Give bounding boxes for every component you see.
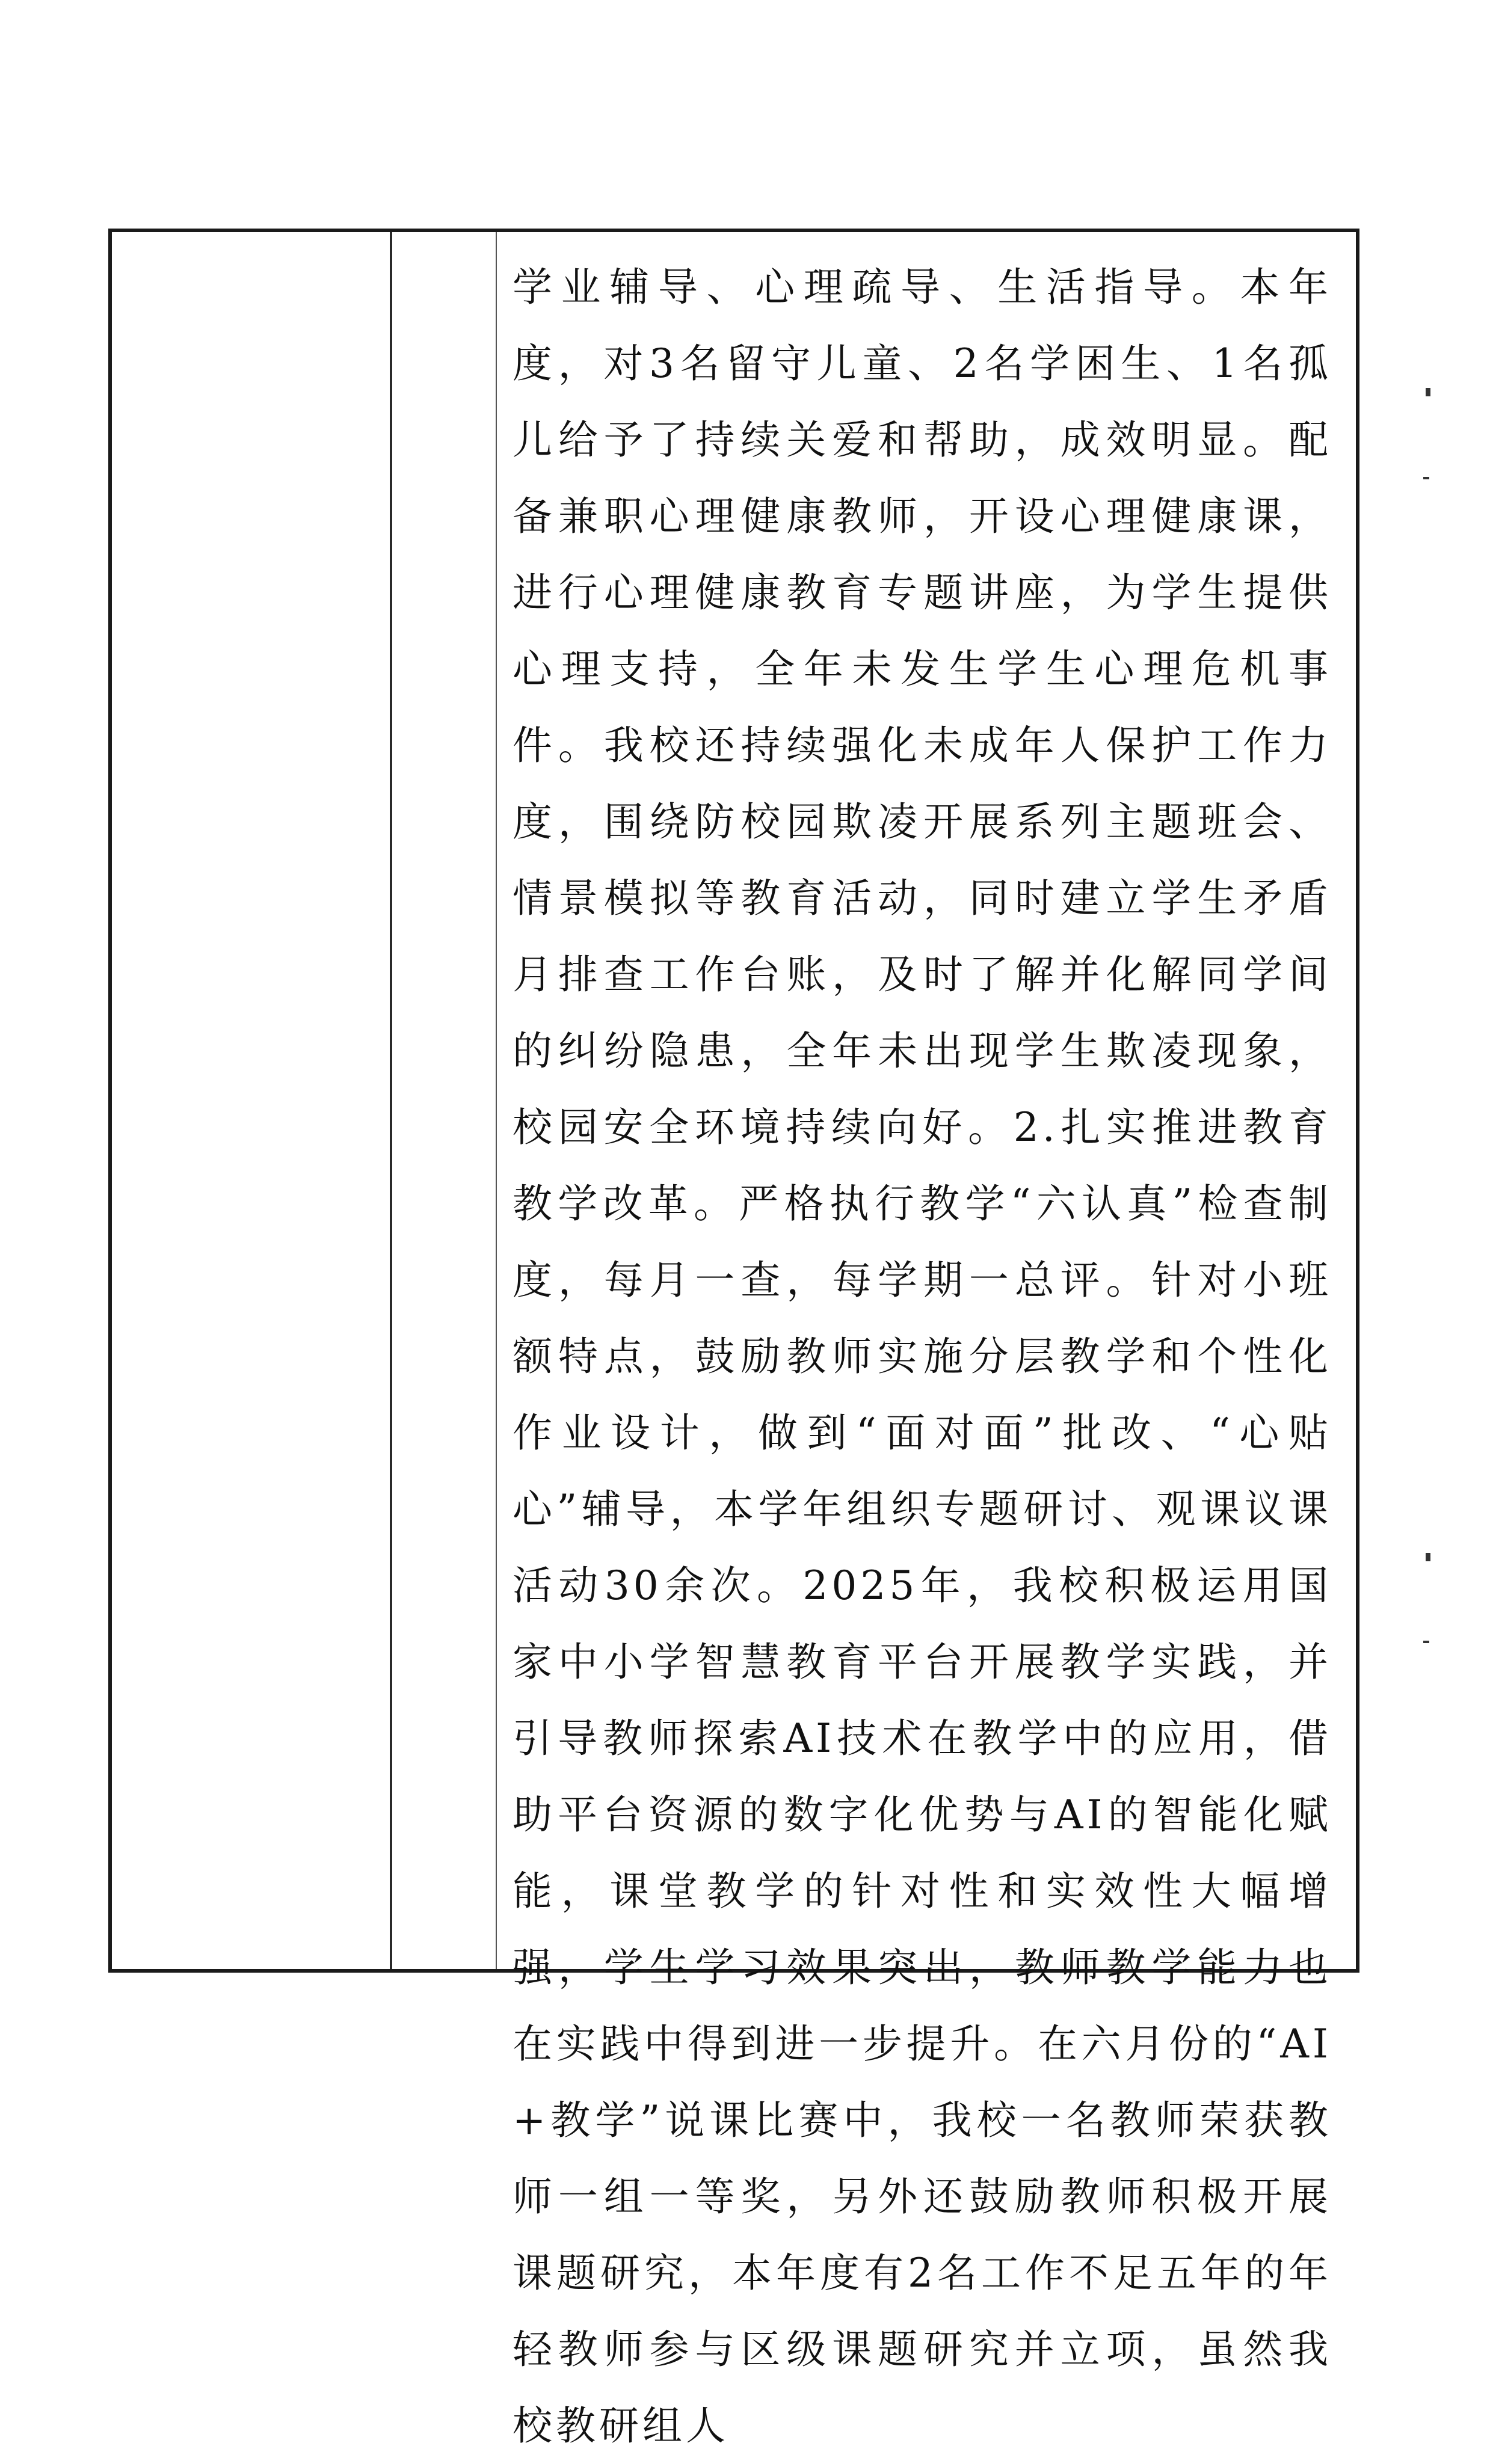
report-paragraph: 学业辅导、心理疏导、生活指导。本年度，对3名留守儿童、2名学困生、1名孤儿给予了持续关爱和帮助，成效明显。配备兼职心理健康教师，开设心理健康课，进行心理健康教育专题讲座，为学生提供心理支持，全年未发生学生心理危机事件。我校还持续强化未成年人保护工作力度，围绕防校园欺凌开展系列主题班会、情景模拟等教育活动，同时建立学生矛盾月排查工作台账，及时了解并化解同学间的纠纷隐患，全年未出现学生欺凌现象，校园安全环境持续向好。2.扎实推进教育教学改革。严格执行教学“六认真”检查制度，每月一查，每学期一总评。针对小班额特点，鼓励教师实施分层教学和个性化作业设计，做到“面对面”批改、“心贴心”辅导，本学年组织专题研讨、观课议课活动30余次。2025年，我校积极运用国家中小学智慧教育平台开展教学实践，并引导教师探索AI技术在教学中的应用，借助平台资源的数字化优势与AI的智能化赋能，课堂教学的针对性和实效性大幅增强，学生学习效果突出，教师教学能力也在实践中得到进一步提升。在六月份的“AI+教学”说课比赛中，我校一名教师荣获教师一组一等奖，另外还鼓励教师积极开展课题研究，本年度有2名工作不足五年的年轻教师参与区级课题研究并立项，虽然我校教研组人	[513, 264, 1332, 2449]
content-cell	[392, 232, 1356, 2449]
scan-mark	[1423, 477, 1429, 479]
label-cell	[112, 232, 392, 1969]
scan-mark	[1426, 1553, 1430, 1561]
form-table	[108, 229, 1359, 2449]
scan-mark	[1426, 388, 1430, 396]
inner-margin-rule	[496, 232, 497, 1969]
scan-mark	[1423, 1641, 1429, 1643]
